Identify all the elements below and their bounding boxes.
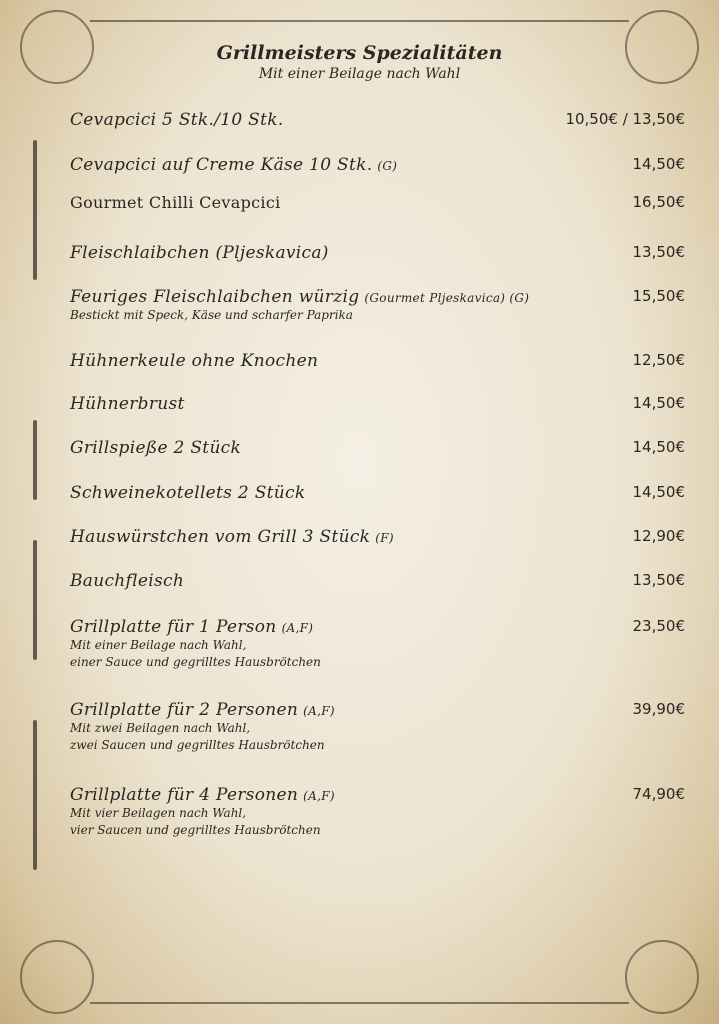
ornament-side-left-1 [33,140,37,280]
item-name-text: Cevapcici auf Creme Käse 10 Stk. [70,155,373,175]
ornament-corner-bottom-left [20,940,94,1014]
menu-item-name [70,700,685,720]
menu-item [70,785,685,839]
menu-item-name [70,483,685,503]
ornament-bottom-line [90,1002,629,1004]
menu-item-price: 74,90€ [632,785,685,803]
ornament-top-line [90,20,629,22]
menu-item-price: 16,50€ [632,193,685,211]
menu-item-name [70,527,685,547]
menu-item-price: 13,50€ [632,243,685,261]
menu-item [70,110,685,130]
menu-item-price: 12,50€ [632,351,685,369]
menu-item-price: 14,50€ [632,394,685,412]
menu-item [70,351,685,371]
allergen-tag: (G) [377,159,398,173]
item-name-text: Bauchfleisch [70,571,185,591]
allergen-tag: (F) [375,531,394,545]
menu-item [70,571,685,591]
menu-item-price: 14,50€ [632,155,685,173]
item-name-text: Grillspieße 2 Stück [70,438,242,458]
menu-item-name [70,351,685,371]
item-name-text: Gourmet Chilli Cevapcici [70,193,281,212]
menu-item-description: Mit vier Beilagen nach Wahl, [70,806,247,820]
menu-item-description: vier Saucen und gegrilltes Hausbrötchen [70,823,321,837]
menu-item [70,243,685,263]
menu-item-name [70,243,685,263]
menu-item-price: 10,50€ / 13,50€ [565,110,685,128]
item-name-text: Cevapcici 5 Stk./10 Stk. [70,110,284,130]
menu-item-name [70,785,685,805]
menu-title: Grillmeisters Spezialitäten [216,42,503,64]
menu-item [70,193,685,212]
allergen-tag: (Gourmet Pljeskavica) (G) [364,291,530,305]
menu-item-description: einer Sauce und gegrilltes Hausbrötchen [70,655,321,669]
allergen-tag: (A,F) [303,704,335,718]
item-name-text: Grillplatte für 4 Personen [70,785,299,805]
menu-item-price: 13,50€ [632,571,685,589]
menu-item-price: 12,90€ [632,527,685,545]
menu-item-price: 14,50€ [632,438,685,456]
menu-item-description: Mit zwei Beilagen nach Wahl, [70,721,251,735]
menu-item-price: 23,50€ [632,617,685,635]
allergen-tag: (A,F) [303,789,335,803]
ornament-corner-bottom-right [625,940,699,1014]
item-name-text: Grillplatte für 2 Personen [70,700,299,720]
menu-item [70,155,685,175]
menu-item-description: Bestickt mit Speck, Käse und scharfer Paprika [70,308,353,322]
menu-item-name [70,394,685,414]
ornament-side-left-3 [33,540,37,660]
menu-item-price: 14,50€ [632,483,685,501]
ornament-side-left-2 [33,420,37,500]
allergen-tag: (A,F) [281,621,314,635]
menu-item [70,617,685,671]
menu-item-price: 15,50€ [632,287,685,305]
menu-item-description: zwei Saucen und gegrilltes Hausbrötchen [70,738,325,752]
item-name-text: Grillplatte für 1 Person [70,617,277,637]
item-name-text: Feuriges Fleischlaibchen würzig [70,287,360,307]
item-name-text: Hühnerbrust [70,394,185,414]
menu-item-name [70,287,685,307]
item-name-text: Hühnerkeule ohne Knochen [70,351,319,371]
menu-item-description: Mit einer Beilage nach Wahl, [70,638,247,652]
menu-item-name [70,193,685,212]
menu-item [70,527,685,547]
menu-item-name [70,617,685,637]
menu-item-price: 39,90€ [632,700,685,718]
menu-item-name [70,571,685,591]
menu-item [70,483,685,503]
menu-item [70,438,685,458]
ornament-side-left-4 [33,720,37,870]
menu-item [70,394,685,414]
menu-item-name [70,155,685,175]
menu-item [70,287,685,324]
item-name-text: Schweinekotellets 2 Stück [70,483,306,503]
menu-item-name [70,438,685,458]
item-name-text: Hauswürstchen vom Grill 3 Stück [70,527,371,547]
menu-subtitle: Mit einer Beilage nach Wahl [258,66,461,82]
menu-item [70,700,685,754]
item-name-text: Fleischlaibchen (Pljeskavica) [70,243,329,263]
